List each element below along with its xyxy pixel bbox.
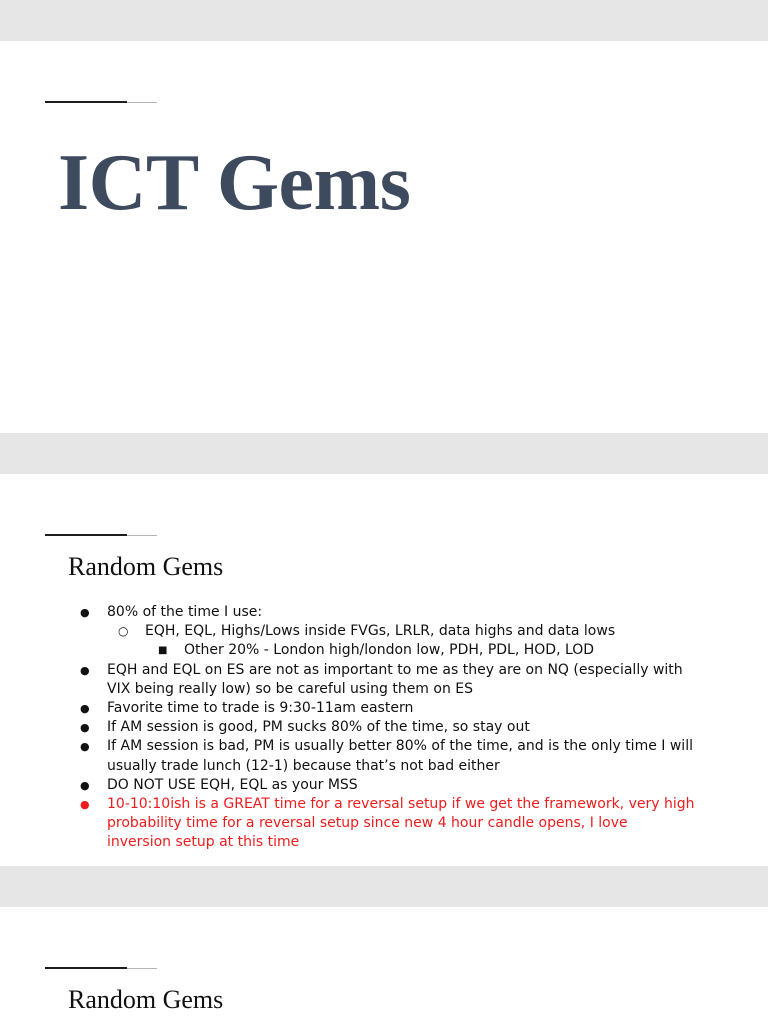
title-accent-rule [45,101,157,103]
list-item: ● If AM session is good, PM sucks 80% of the time, so stay out [0,718,695,737]
list-item: ● If AM session is bad, PM is usually better 80% of the time, and is the only time I will usually trade lunch (12-1) because that’s not bad either [0,737,695,775]
slide-heading: Random Gems [68,552,224,581]
list-item: ● Favorite time to trade is 9:30-11am eastern [0,699,695,718]
slide-gap [0,433,768,474]
list-item: ● DO NOT USE EQH, EQL as your MSS [0,776,695,795]
slide-gap [0,866,768,907]
slide-random-gems [0,474,768,866]
deck-title: ICT Gems [58,139,411,227]
list-item: ○ EQH, EQL, Highs/Lows inside FVGs, LRLR, data highs and data lows ■ Other 20% - London high/london low, PDH, PDL, HOD, LOD [107,622,695,660]
slide-gap-top [0,0,768,41]
gems-list [0,603,720,853]
sub-list [107,622,695,660]
section-accent-rule [45,534,157,536]
sub-sub-list [145,641,695,660]
section-accent-rule [45,967,157,969]
list-item: ■ Other 20% - London high/london low, PDH, PDL, HOD, LOD [145,641,695,660]
slide-random-gems-2 [0,907,768,1024]
slide-heading: Random Gems [68,985,224,1014]
list-item: ● EQH and EQL on ES are not as important to me as they are on NQ (especially with VIX being really low) so be careful using them on ES [0,661,695,699]
slide-title [0,41,768,433]
list-item: ● 80% of the time I use: ○ EQH, EQL, Highs/Lows inside FVGs, LRLR, data highs and data lows ■ Other 20% - London high/london low, PDH, PDL, HOD, LOD [0,603,695,661]
list-item-highlighted: ● 10-10:10ish is a GREAT time for a reversal setup if we get the framework, very high probability time for a reversal setup since new 4 hour candle opens, I love inversion setup at this time [0,795,695,853]
